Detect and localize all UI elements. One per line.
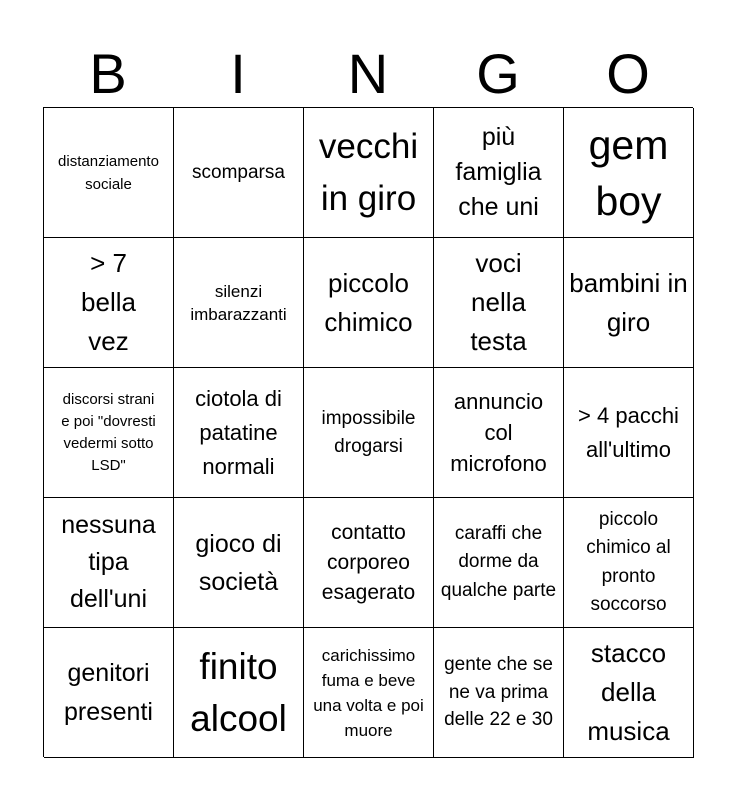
- bingo-cell[interactable]: [174, 238, 304, 368]
- bingo-cell[interactable]: [304, 628, 434, 758]
- bingo-cell[interactable]: [564, 368, 694, 498]
- cell-text: silenzi imbarazzanti: [190, 281, 287, 324]
- bingo-cell[interactable]: [304, 108, 434, 238]
- cell-text: stacco della musica: [587, 638, 670, 746]
- bingo-cell[interactable]: [44, 368, 174, 498]
- cell-text: caraffi che dorme da qualche parte: [440, 522, 557, 601]
- cell-text: vecchi in giro: [318, 126, 419, 218]
- bingo-cell[interactable]: [564, 498, 694, 628]
- bingo-cell[interactable]: [434, 238, 564, 368]
- cell-text: discorsi strani e poi "dovresti vedermi sotto LSD": [61, 390, 156, 474]
- cell-text: gioco di società: [195, 529, 282, 596]
- cell-text: distanziamento sociale: [58, 152, 159, 193]
- cell-text: carichissimo fuma e beve una volta e poi muore: [313, 645, 424, 740]
- cell-text: genitori presenti: [64, 658, 153, 726]
- cell-text: finito alcool: [190, 645, 287, 739]
- bingo-cell[interactable]: [174, 628, 304, 758]
- bingo-cell[interactable]: [304, 498, 434, 628]
- bingo-cell[interactable]: [44, 238, 174, 368]
- cell-text: gem boy: [588, 121, 669, 224]
- cell-text: bambini in giro: [569, 267, 688, 337]
- bingo-cell[interactable]: [564, 238, 694, 368]
- bingo-cell[interactable]: [434, 498, 564, 628]
- bingo-cell[interactable]: [304, 238, 434, 368]
- cell-text: impossibile drogarsi: [321, 407, 416, 457]
- bingo-cell[interactable]: [434, 628, 564, 758]
- bingo-cell[interactable]: [304, 368, 434, 498]
- cell-text: ciotola di patatine normali: [195, 385, 282, 479]
- cell-text: annuncio col microfono: [450, 389, 547, 476]
- cell-text: voci nella testa: [470, 248, 527, 356]
- header-letter-o: O: [606, 42, 650, 105]
- bingo-cell[interactable]: [44, 498, 174, 628]
- bingo-cell[interactable]: [44, 628, 174, 758]
- bingo-cell[interactable]: [564, 108, 694, 238]
- cell-text: piccolo chimico al pronto soccorso: [586, 508, 671, 615]
- bingo-cell[interactable]: [434, 108, 564, 238]
- bingo-header: [43, 40, 693, 108]
- cell-text: scomparsa: [192, 161, 285, 183]
- cell-text: > 4 pacchi all'ultimo: [578, 402, 679, 462]
- cell-text: più famiglia che uni: [455, 123, 542, 221]
- cell-text: > 7 bella vez: [81, 248, 136, 356]
- bingo-cell[interactable]: [174, 108, 304, 238]
- header-letter-b: B: [89, 42, 127, 105]
- bingo-cell[interactable]: [434, 368, 564, 498]
- cell-text: contatto corporeo esagerato: [321, 520, 416, 604]
- cell-text: nessuna tipa dell'uni: [61, 511, 156, 613]
- bingo-cell[interactable]: [564, 628, 694, 758]
- header-letter-n: N: [347, 42, 389, 105]
- bingo-grid: [43, 107, 693, 757]
- bingo-cell[interactable]: [44, 108, 174, 238]
- cell-text: gente che se ne va prima delle 22 e 30: [444, 654, 553, 731]
- bingo-cell[interactable]: [174, 498, 304, 628]
- bingo-cell[interactable]: [174, 368, 304, 498]
- cell-text: piccolo chimico: [324, 267, 413, 337]
- header-letter-i: I: [230, 42, 246, 105]
- header-letter-g: G: [476, 42, 520, 105]
